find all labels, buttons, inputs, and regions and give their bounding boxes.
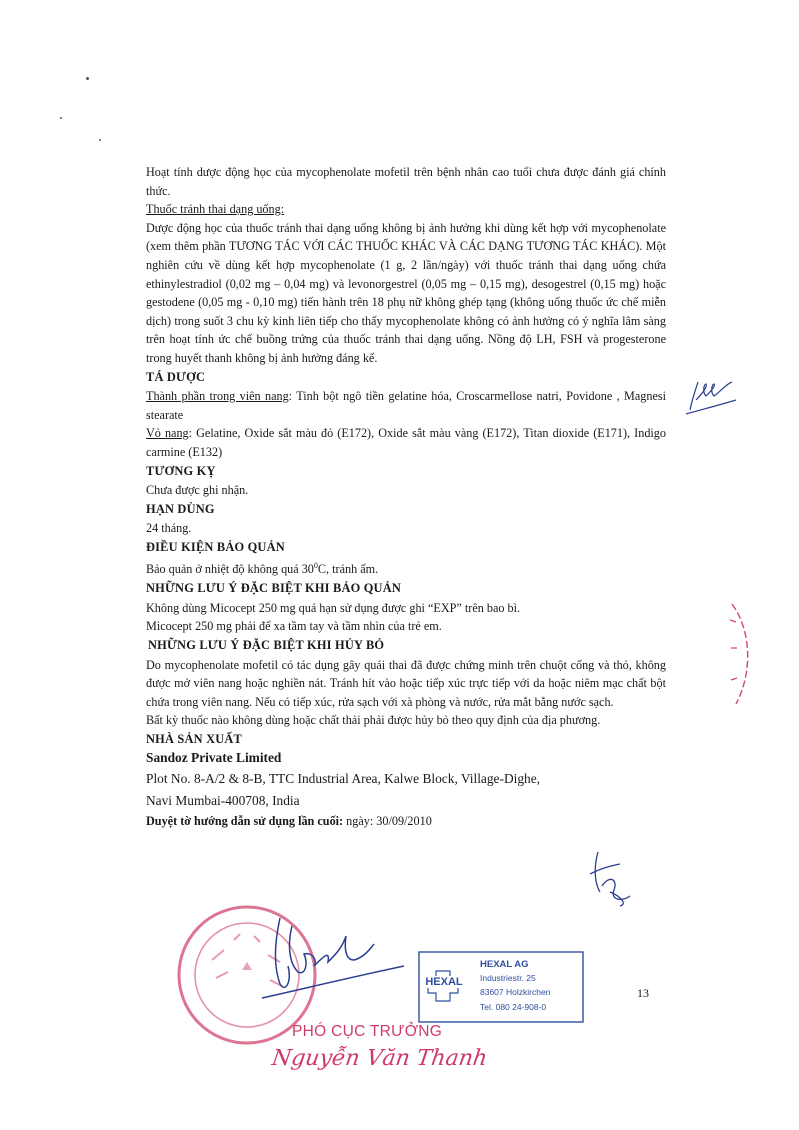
stamp-city: 83607 Holzkirchen <box>480 987 551 997</box>
storage-notes-heading: NHỮNG LƯU Ý ĐẶC BIỆT KHI BẢO QUẢN <box>146 581 402 596</box>
manufacturer-address-line2: Navi Mumbai-400708, India <box>146 793 300 809</box>
signer-name: Nguyễn Văn Thanh <box>270 1046 489 1071</box>
hexal-logo-text: HEXAL <box>422 976 466 988</box>
scan-speck <box>86 77 89 80</box>
storage-text-end: C, tránh ẩm. <box>317 562 379 577</box>
incompatibilities-heading: TƯƠNG KỴ <box>146 463 216 478</box>
capsule-contents-text: : Tinh bột ngô tiền gelatine hóa, Croscarmellose natri, Povidone , Magnesi stearate <box>146 389 666 422</box>
disposal-regulations: Bất kỳ thuốc nào không dùng hoặc chất thải phải được hủy bỏ theo quy định của địa phương. <box>146 713 601 728</box>
stamp-street: Industriestr. 25 <box>480 973 536 983</box>
capsule-shell <box>146 424 666 461</box>
oral-contraceptive-heading: Thuốc tránh thai dạng uống: <box>146 202 285 217</box>
page-number: 13 <box>637 986 649 1000</box>
storage-heading: ĐIỀU KIỆN BẢO QUẢN <box>146 539 285 554</box>
disposal-paragraph: Do mycophenolate mofetil có tác dụng gây quái thai đã được chứng minh trên chuột cống và thỏ, không được mở viên nang hoặc nghiền nát. Tránh hít vào hoặc tiếp xúc trực tiếp với da hoặc niêm mạc chất bột chứa trong viên nang. Nếu có tiếp xúc, rửa sạch với xà phòng và nước, rửa mắt bằng nước sạch. <box>146 657 666 709</box>
manufacturer-signature <box>580 846 640 910</box>
signer-title: PHÓ CỤC TRƯỞNG <box>292 1023 443 1040</box>
storage-note-children: Micocept 250 mg phải để xa tầm tay và tầm nhìn của trẻ em. <box>146 619 442 634</box>
approval-date-value: ngày: 30/09/2010 <box>343 814 432 829</box>
approval-date-label: Duyệt tờ hướng dẫn sử dụng lần cuối: <box>146 814 344 829</box>
capsule-shell-text: : Gelatine, Oxide sắt màu đỏ (E172), Oxide sắt màu vàng (E172), Titan dioxide (E171), Indigo carmine (E132) <box>146 426 666 459</box>
scan-speck <box>60 117 62 119</box>
capsule-contents <box>146 387 666 424</box>
margin-initials <box>676 370 746 420</box>
approval-signature <box>258 906 408 1002</box>
manufacturer-address-line1: Plot No. 8-A/2 & 8-B, TTC Industrial Area, Kalwe Block, Village-Dighe, <box>146 771 541 787</box>
capsule-shell-label: Vỏ nang <box>146 426 189 441</box>
incompatibilities-text: Chưa được ghi nhận. <box>146 483 249 498</box>
shelf-life-heading: HẠN DÙNG <box>146 501 215 516</box>
degree-mark: 0 <box>313 561 318 571</box>
manufacturer-heading: NHÀ SẢN XUẤT <box>146 731 243 746</box>
hexal-stamp <box>418 951 584 1023</box>
manufacturer-name: Sandoz Private Limited <box>146 750 282 766</box>
approval-date <box>146 812 666 831</box>
elderly-paragraph: Hoạt tính dược động học của mycophenolate mofetil trên bệnh nhân cao tuổi chưa được đánh giá chính thức. <box>146 165 666 198</box>
excipients-heading: TÁ DƯỢC <box>146 369 206 384</box>
stamp-company: HEXAL AG <box>480 959 529 970</box>
shelf-life-text: 24 tháng. <box>146 521 192 536</box>
stamp-phone: Tel. 080 24-908-0 <box>480 1002 547 1012</box>
capsule-contents-label: Thành phần trong viên nang <box>146 389 289 404</box>
scan-speck <box>99 139 101 141</box>
document-body <box>146 163 666 831</box>
storage-text-start: Bảo quản ở nhiệt độ không quá 30 <box>146 562 314 577</box>
storage-note-expiry: Không dùng Micocept 250 mg quá hạn sử dụng được ghi “EXP” trên bao bì. <box>146 600 521 615</box>
oral-contraceptive-paragraph: Dược động học của thuốc tránh thai dạng uống không bị ảnh hưởng khi dùng kết hợp với mycophenolate (xem thêm phần TƯƠNG TÁC VỚI CÁC THUỐC KHÁC VÀ CÁC DẠNG TƯƠNG TÁC KHÁC). Một nghiên cứu về dùng kết hợp mycophenolate (1 g, 2 lần/ngày) với thuốc tránh thai dạng uống chứa ethinylestradiol (0,02 mg – 0,04 mg) và levonorgestrel (0,05 mg – 0,15 mg), desogestrel (0,15 mg) hoặc gestodene (0,05 mg - 0,10 mg) tiến hành trên 18 phụ nữ không ghép tạng (không uống thuốc ức chế miễn dịch) trong suốt 3 chu kỳ kinh liên tiếp cho thấy mycophenolate không có ảnh hưởng có ý nghĩa lâm sàng trên hoạt tính ức chế buồng trứng của thuốc tránh thai dạng uống. Nồng độ LH, FSH và progesterone trong huyết thanh không bị ảnh hưởng đáng kể. <box>146 220 666 365</box>
seal-edge-mark <box>728 600 758 710</box>
disposal-heading: NHỮNG LƯU Ý ĐẶC BIỆT KHI HỦY BỎ <box>148 637 385 652</box>
storage-text <box>146 557 666 579</box>
